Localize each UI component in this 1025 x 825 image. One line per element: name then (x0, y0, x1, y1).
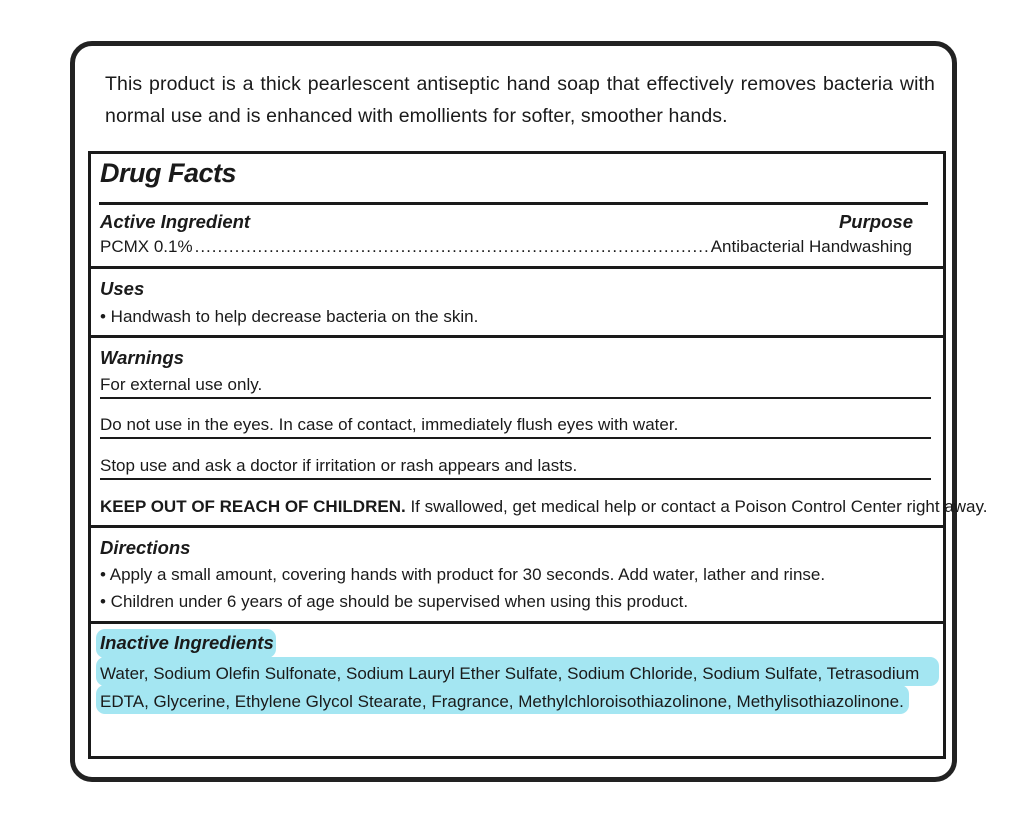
drug-facts-title: Drug Facts (100, 158, 237, 188)
warning-line: Do not use in the eyes. In case of contact, immediately flush eyes with water. (100, 415, 679, 434)
uses-text: • Handwash to help decrease bacteria on the skin. (100, 307, 479, 326)
drug-facts-panel (88, 151, 988, 759)
leader-dots (195, 237, 709, 257)
keep-out-warning (100, 497, 987, 517)
purpose-value: Antibacterial Handwashing (710, 237, 912, 256)
warning-divider (100, 397, 931, 399)
keep-out-text: If swallowed, get medical help or contact a Poison Control Center right away. (410, 497, 988, 516)
inactive-ingredients-text: Water, Sodium Olefin Sulfonate, Sodium Lauryl Ether Sulfate, Sodium Chloride, Sodium Sulfate, Tetrasodium EDTA, Glycerine, Ethylene Glycol Stearate, Fragrance, Methylchloroisothiazolinone, Methylisothiazolinone. (100, 664, 920, 711)
product-description: This product is a thick pearlescent antiseptic hand soap that effectively removes bacteria with normal use and is enhanced with emollients for softer, smoother hands. (105, 73, 935, 127)
product-label (70, 41, 988, 782)
active-ingredient-row (100, 237, 912, 257)
warning-line: Stop use and ask a doctor if irritation or rash appears and lasts. (100, 456, 578, 475)
purpose-heading: Purpose (838, 211, 913, 232)
directions-heading: Directions (100, 537, 191, 558)
warning-divider (100, 437, 931, 439)
direction-line: • Apply a small amount, covering hands with product for 30 seconds. Add water, lather and rinse. (100, 565, 826, 584)
active-ingredient-value: PCMX 0.1% (100, 237, 193, 256)
active-ingredient-heading: Active Ingredient (100, 211, 251, 232)
uses-heading: Uses (100, 278, 145, 299)
keep-out-bold: KEEP OUT OF REACH OF CHILDREN. (100, 497, 406, 516)
section-divider (91, 525, 943, 528)
title-rule (99, 202, 928, 205)
warning-line: For external use only. (100, 375, 263, 394)
section-divider (91, 621, 943, 624)
section-divider (91, 335, 943, 338)
inactive-ingredients-heading: Inactive Ingredients (100, 632, 274, 653)
warnings-heading: Warnings (100, 347, 184, 368)
warning-divider (100, 478, 931, 480)
section-divider (91, 266, 943, 269)
direction-line: • Children under 6 years of age should be supervised when using this product. (100, 592, 689, 611)
